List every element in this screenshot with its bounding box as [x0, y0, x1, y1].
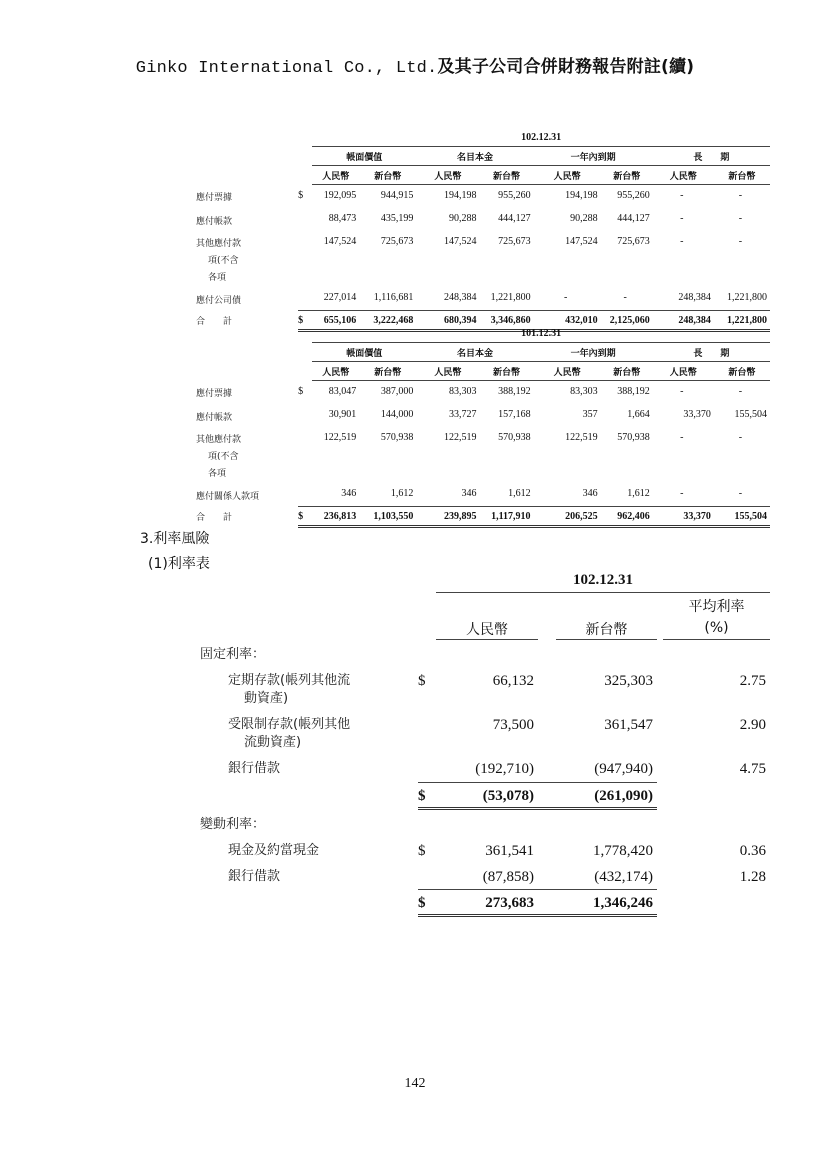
total-value: 2,125,060 — [601, 311, 653, 331]
cell-value: 194,198 — [443, 190, 477, 201]
variable-rate-heading — [200, 808, 770, 838]
cell-value: 194,198 — [565, 190, 598, 201]
currency-symbol — [298, 287, 312, 311]
currency-header: 人民幣 — [416, 362, 479, 381]
table-row — [196, 427, 770, 483]
cell-value: - — [714, 483, 770, 507]
currency-symbol — [298, 483, 312, 507]
rate-row-label — [200, 838, 418, 864]
currency-header: 新台幣 — [479, 362, 533, 381]
cell-value: 346 — [416, 483, 479, 507]
row-label-line: 其他應付款 — [196, 239, 242, 249]
rate-row-label-line: 流動資產) — [244, 735, 302, 750]
rate-row-label-line: 銀行借款 — [228, 868, 281, 884]
cell-value: 90,288 — [448, 213, 477, 224]
rate-total-rmb: 273,683 — [436, 890, 538, 916]
column-group: 帳面價值 — [312, 343, 416, 362]
currency-header: 人民幣 — [416, 166, 479, 185]
cell-value: 83,303 — [448, 386, 477, 397]
rate-row-label — [200, 756, 418, 782]
currency-symbol: $ — [418, 673, 426, 689]
currency-symbol — [418, 756, 436, 782]
cell-value: - — [601, 287, 653, 311]
currency-symbol: $ — [298, 385, 304, 397]
rate-row — [200, 668, 770, 712]
cell-value: 346 — [312, 483, 359, 507]
rate-row-label-line: 定期存款(帳列其他流 — [228, 673, 351, 688]
rate-total-twd: 1,346,246 — [556, 890, 657, 916]
rate-table-date: 102.12.31 — [436, 572, 770, 593]
cell-value: 346 — [534, 483, 601, 507]
rate-row — [200, 756, 770, 782]
row-label-line: 應付關係人款項 — [196, 491, 260, 502]
rate-twd-value: 361,547 — [604, 717, 653, 733]
cell-value: 1,221,800 — [479, 287, 533, 311]
cell-value: 444,127 — [498, 213, 531, 224]
row-label — [196, 381, 298, 405]
rate-rmb-value: 73,500 — [492, 717, 534, 733]
cell-value: 570,938 — [498, 432, 531, 443]
cell-value: 444,127 — [617, 213, 650, 224]
cell-value: 357 — [582, 409, 598, 420]
cell-value: 227,014 — [312, 287, 359, 311]
column-group: 一年內到期 — [534, 343, 653, 362]
total-value: 1,117,910 — [479, 507, 533, 527]
total-value: 432,010 — [534, 311, 601, 331]
row-label — [196, 185, 298, 209]
total-label: 合 計 — [196, 317, 233, 327]
cell-value: - — [680, 386, 684, 397]
cell-value: - — [534, 287, 601, 311]
rate-total-twd: (261,090) — [556, 782, 657, 808]
fixed-rate-heading — [200, 640, 770, 669]
table-row — [196, 185, 770, 209]
total-value: 1,103,550 — [359, 507, 416, 527]
rate-row — [200, 712, 770, 756]
total-value: 3,346,860 — [479, 311, 533, 331]
rate-row-label — [200, 668, 418, 712]
col-rmb-header: 人民幣 — [436, 593, 538, 640]
currency-header: 人民幣 — [312, 166, 359, 185]
currency-symbol: $ — [418, 782, 436, 808]
cell-value: 147,524 — [443, 236, 477, 247]
cell-value: 90,288 — [570, 213, 598, 224]
currency-header: 新台幣 — [359, 362, 416, 381]
rate-row-label-line: 銀行借款 — [228, 761, 281, 776]
total-label: 合 計 — [196, 513, 233, 523]
row-label-line: 項(不含 — [208, 256, 239, 266]
currency-symbol — [418, 712, 436, 756]
rate-rmb-value: 66,132 — [492, 673, 534, 689]
column-group: 名目本金 — [416, 147, 533, 166]
row-label-line: 應付帳款 — [196, 412, 233, 423]
total-value: 239,895 — [416, 507, 479, 527]
rate-row-label-line: 動資產) — [244, 691, 289, 706]
total-value: 236,813 — [312, 507, 359, 527]
rate-row — [200, 838, 770, 864]
total-value: 680,394 — [416, 311, 479, 331]
rate-twd-value: (947,940) — [556, 756, 657, 782]
cell-value: 192,095 — [323, 190, 357, 201]
total-value: 33,370 — [653, 507, 714, 527]
row-label — [196, 287, 298, 311]
cell-value: - — [738, 432, 743, 443]
cell-value: 83,303 — [570, 386, 598, 397]
col-rate-unit: (%) — [704, 620, 729, 636]
table-row — [196, 483, 770, 507]
cell-value: 387,000 — [380, 386, 414, 397]
rate-row — [200, 864, 770, 890]
rate-percent-value: 2.75 — [739, 673, 766, 689]
col-rate-header — [663, 593, 770, 640]
row-label-line: 各項 — [208, 273, 227, 283]
column-group: 長 期 — [653, 147, 770, 166]
total-value: 3,222,468 — [359, 311, 416, 331]
rate-percent-value: 1.28 — [739, 868, 766, 885]
currency-row — [196, 362, 770, 381]
table-row — [196, 231, 770, 287]
row-label-line: 其他應付款 — [196, 435, 242, 445]
cell-value: 157,168 — [498, 409, 531, 420]
cell-value: 1,612 — [601, 483, 653, 507]
cell-value: 88,473 — [328, 213, 357, 224]
row-label — [196, 483, 298, 507]
cell-value: 944,915 — [380, 190, 414, 201]
cell-value: 955,260 — [617, 190, 650, 201]
fixed-rate-heading-label: 固定利率： — [200, 647, 266, 662]
section-subheading: (1)利率表 — [148, 556, 210, 572]
rate-twd-value: 325,303 — [604, 673, 653, 689]
currency-header: 新台幣 — [601, 362, 653, 381]
title-company-name: Ginko International Co., Ltd. — [135, 59, 438, 78]
column-group: 長 期 — [653, 343, 770, 362]
currency-header: 新台幣 — [359, 166, 416, 185]
group-row — [196, 147, 770, 166]
currency-row — [196, 166, 770, 185]
currency-symbol: $ — [418, 842, 426, 859]
variable-rate-heading-label: 變動利率： — [200, 816, 266, 832]
currency-header: 新台幣 — [601, 166, 653, 185]
group-row — [196, 343, 770, 362]
currency-symbol — [298, 404, 312, 427]
cell-value: - — [680, 236, 684, 247]
total-value: 1,221,800 — [714, 311, 770, 331]
row-label-line: 各項 — [208, 469, 227, 479]
cell-value: 725,673 — [380, 236, 414, 247]
rate-header-row — [200, 593, 770, 640]
currency-header: 新台幣 — [479, 166, 533, 185]
rate-rmb-value: (87,858) — [436, 864, 538, 890]
rate-row-label — [200, 864, 418, 890]
row-label-line: 項(不含 — [208, 452, 239, 462]
cell-value: - — [653, 483, 714, 507]
header-row — [196, 128, 770, 147]
currency-header: 新台幣 — [714, 362, 770, 381]
title-report-name: 及其子公司合併財務報告附註(續) — [437, 57, 695, 77]
cell-value: - — [738, 386, 743, 397]
rate-rmb-value: (192,710) — [436, 756, 538, 782]
total-row — [196, 507, 770, 527]
rate-twd-value: (432,174) — [556, 864, 657, 890]
table-row — [196, 381, 770, 405]
cell-value: 1,221,800 — [714, 287, 770, 311]
currency-symbol: $ — [298, 189, 304, 201]
cell-value: 1,612 — [479, 483, 533, 507]
rate-percent-value: 0.36 — [739, 842, 766, 859]
rate-date-row — [200, 572, 770, 593]
row-label-line: 應付公司債 — [196, 295, 242, 306]
maturity-table-101 — [196, 324, 770, 528]
cell-value: - — [738, 236, 743, 247]
row-label-line: 應付帳款 — [196, 216, 233, 227]
page-title — [0, 52, 830, 78]
row-label — [196, 208, 298, 231]
cell-value: 83,047 — [328, 386, 357, 397]
rate-percent-value: 2.90 — [739, 717, 766, 733]
currency-symbol — [418, 864, 436, 890]
rate-percent-value: 4.75 — [739, 761, 766, 777]
interest-rate-table — [200, 572, 770, 917]
cell-value: 570,938 — [617, 432, 650, 443]
table-row — [196, 208, 770, 231]
row-label — [196, 231, 298, 287]
cell-value: 33,370 — [683, 409, 711, 420]
row-label — [196, 404, 298, 427]
cell-value: 122,519 — [323, 432, 357, 443]
rate-row-label — [200, 712, 418, 756]
cell-value: 1,116,681 — [359, 287, 416, 311]
table-date: 101.12.31 — [312, 324, 770, 343]
cell-value: 725,673 — [498, 236, 531, 247]
column-group: 名目本金 — [416, 343, 533, 362]
currency-header: 人民幣 — [534, 362, 601, 381]
cell-value: - — [680, 432, 684, 443]
currency-header: 人民幣 — [534, 166, 601, 185]
rate-row-label-line: 現金及約當現金 — [228, 842, 320, 858]
row-label — [196, 427, 298, 483]
cell-value: - — [680, 190, 684, 201]
col-twd-header: 新台幣 — [556, 593, 657, 640]
cell-value: 147,524 — [323, 236, 357, 247]
rate-rmb-value: 361,541 — [485, 842, 534, 859]
cell-value: 30,901 — [328, 409, 357, 420]
rate-row-label-line: 受限制存款(帳列其他 — [228, 717, 351, 732]
cell-value: - — [738, 190, 743, 201]
currency-header: 人民幣 — [653, 362, 714, 381]
table-row — [196, 404, 770, 427]
currency-symbol: $ — [418, 890, 436, 916]
cell-value: 122,519 — [565, 432, 598, 443]
col-rate-title: 平均利率 — [688, 599, 745, 615]
rate-total-rmb: (53,078) — [436, 782, 538, 808]
column-group: 一年內到期 — [534, 147, 653, 166]
maturity-table-102 — [196, 128, 770, 332]
currency-header: 新台幣 — [714, 166, 770, 185]
rate-total-row — [200, 890, 770, 916]
cell-value: - — [738, 213, 743, 224]
currency-symbol: $ — [298, 311, 312, 331]
header-row — [196, 324, 770, 343]
cell-value: 33,727 — [448, 409, 477, 420]
cell-value: 725,673 — [617, 236, 650, 247]
cell-value: 955,260 — [498, 190, 531, 201]
table-row — [196, 287, 770, 311]
cell-value: 248,384 — [416, 287, 479, 311]
section-heading: 3.利率風險 — [140, 531, 210, 547]
cell-value: 1,612 — [359, 483, 416, 507]
cell-value: 144,000 — [380, 409, 414, 420]
total-value: 962,406 — [601, 507, 653, 527]
currency-header: 人民幣 — [653, 166, 714, 185]
rate-total-row — [200, 782, 770, 808]
total-value: 655,106 — [312, 311, 359, 331]
cell-value: 388,192 — [498, 386, 531, 397]
total-value: 206,525 — [534, 507, 601, 527]
currency-symbol — [298, 208, 312, 231]
cell-value: - — [680, 213, 684, 224]
table-date: 102.12.31 — [312, 128, 770, 147]
row-label-line: 應付票據 — [196, 389, 233, 400]
cell-value: 248,384 — [653, 287, 714, 311]
total-value: 248,384 — [653, 311, 714, 331]
cell-value: 570,938 — [380, 432, 414, 443]
currency-symbol — [298, 231, 312, 287]
currency-symbol: $ — [298, 507, 312, 527]
row-label-line: 應付票據 — [196, 193, 233, 204]
total-value: 155,504 — [714, 507, 770, 527]
rate-twd-value: 1,778,420 — [593, 842, 653, 859]
currency-symbol — [298, 427, 312, 483]
cell-value: 122,519 — [443, 432, 477, 443]
cell-value: 435,199 — [380, 213, 414, 224]
cell-value: 147,524 — [565, 236, 598, 247]
cell-value: 1,664 — [627, 409, 650, 420]
currency-header: 人民幣 — [312, 362, 359, 381]
cell-value: 388,192 — [617, 386, 650, 397]
page-number: 142 — [404, 1076, 426, 1091]
cell-value: 155,504 — [734, 409, 767, 420]
column-group: 帳面價值 — [312, 147, 416, 166]
